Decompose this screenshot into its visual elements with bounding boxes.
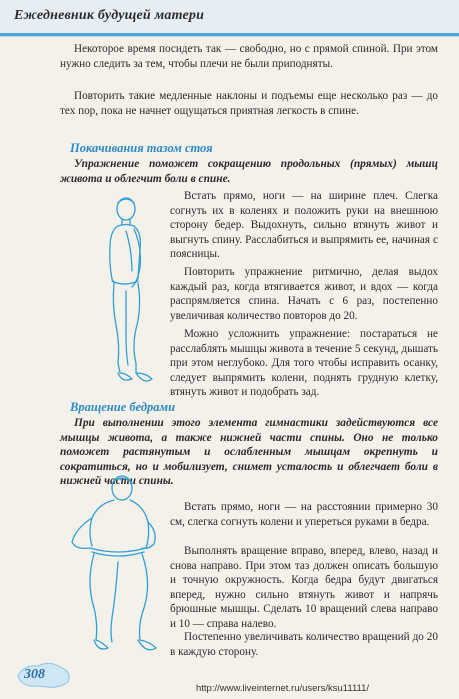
watermark-url: http://www.liveinternet.ru/users/ksu11111/ xyxy=(196,683,370,694)
standing-woman-figure xyxy=(96,195,158,390)
section2-paragraph-2: Выполнять вращение вправо, вперед, влево, назад и снова направо. При этом таз должен описать большую и точную окружность. Когда бедра будут двигаться вперед, нужно сильно втянуть живот и напрячь брюшные мышцы. Сделать 10 вращений слева направо и 10 — справа налево. xyxy=(170,545,438,630)
page-number: 308 xyxy=(24,667,45,682)
section1-paragraph-1: Встать прямо, ноги — на ширине плеч. Слегка согнуть их в коленях и положить руки на внешнюю сторону бедер. Выдохнуть, сильно втянуть живот и выгнуть спину. Расслабиться и выпрямить ее, начиная с поясницы. xyxy=(170,190,438,261)
section-intro-hip-rotation: При выполнении этого элемента гимнастики задействуются все мышцы живота, а также нижней части спины. Оно не только поможет растянутым и ослабленным мышцам окрепнуть и сократиться, но и мобилизует, снимет усталость и облегчает боли в нижней части спины. xyxy=(60,417,438,488)
section1-paragraph-2: Повторить упражнение ритмично, делая выдох каждый раз, когда втягивается живот, и вдох — когда распрямляется спина. Начать с 6 раз, постепенно увеличивая количество повторов до 20. xyxy=(170,266,438,322)
section-heading-pelvic-tilts: Покачивания тазом стоя xyxy=(70,141,213,155)
section2-paragraph-1: Встать прямо, ноги — на расстоянии примерно 30 см, слегка согнуть колени и упереться руками в бедра. xyxy=(170,501,438,528)
section1-paragraph-3: Можно усложнить упражнение: постараться не расслаблять мышцы живота в течение 5 секунд, дышать при этом неглубоко. Для того чтобы исправить осанку, следует выпрямить колени, поднять грудную клетку, втянуть живот и подобрать зад. xyxy=(170,328,438,399)
header-rule xyxy=(0,33,459,36)
section-intro-pelvic-tilts: Упражнение поможет сокращению продольных (прямых) мышц живота и облегчит боли в спине. xyxy=(60,158,438,185)
paragraph-top-1: Некоторое время посидеть так — свободно, но с прямой спиной. При этом нужно следить за тем, чтобы плечи не были приподняты. xyxy=(60,43,438,70)
paragraph-top-2: Повторить такие медленные наклоны и подъемы еще несколько раз — до тех пор, пока не начнет ощущаться приятная легкость в спине. xyxy=(60,90,438,117)
page-header xyxy=(0,0,459,37)
section-heading-hip-rotation: Вращение бедрами xyxy=(70,400,176,414)
header-title: Ежедневник будущей матери xyxy=(14,8,205,23)
hip-rotation-figure xyxy=(62,472,162,662)
section2-paragraph-3: Постепенно увеличивать количество вращений до 20 в каждую сторону. xyxy=(170,631,438,658)
